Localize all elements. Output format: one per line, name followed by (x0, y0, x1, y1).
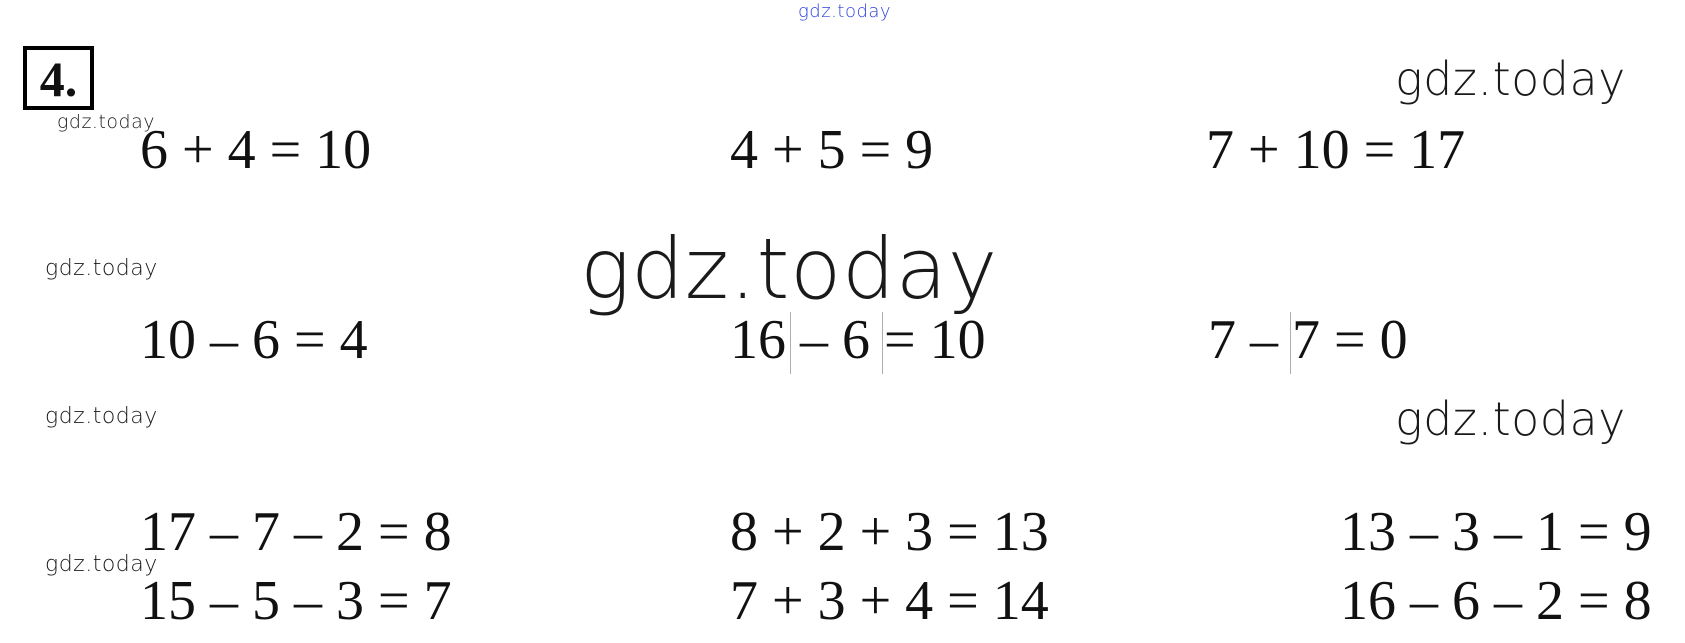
pencil-mark (1290, 312, 1291, 374)
equation-row1-col3: 7 + 10 = 17 (1206, 119, 1466, 181)
equation-row4-col3: 16 – 6 – 2 = 8 (1340, 570, 1652, 632)
watermark-left-1: gdz.today (57, 111, 155, 133)
equation-row1-col2: 4 + 5 = 9 (730, 119, 934, 181)
watermark-top: gdz.today (798, 1, 892, 22)
watermark-right-lower: gdz.today (1395, 392, 1626, 446)
equation-row1-col1: 6 + 4 = 10 (140, 119, 372, 181)
watermark-left-3: gdz.today (45, 404, 158, 429)
watermark-left-4: gdz.today (45, 552, 158, 577)
equation-row4-col1: 15 – 5 – 3 = 7 (140, 570, 452, 632)
equation-row3-col3: 13 – 3 – 1 = 9 (1340, 501, 1652, 563)
equation-row4-col2: 7 + 3 + 4 = 14 (730, 570, 1049, 632)
task-number: 4. (23, 46, 94, 110)
equation-row2-col2: 16 – 6 = 10 (730, 309, 986, 371)
watermark-left-2: gdz.today (45, 256, 158, 281)
equation-row3-col1: 17 – 7 – 2 = 8 (140, 501, 452, 563)
equation-row2-col3: 7 – 7 = 0 (1208, 309, 1408, 371)
watermark-center: gdz.today (580, 220, 998, 318)
equation-row3-col2: 8 + 2 + 3 = 13 (730, 501, 1049, 563)
equation-row2-col1: 10 – 6 = 4 (140, 309, 368, 371)
watermark-right-upper: gdz.today (1395, 52, 1626, 106)
pencil-mark (882, 312, 883, 374)
pencil-mark (790, 312, 791, 374)
